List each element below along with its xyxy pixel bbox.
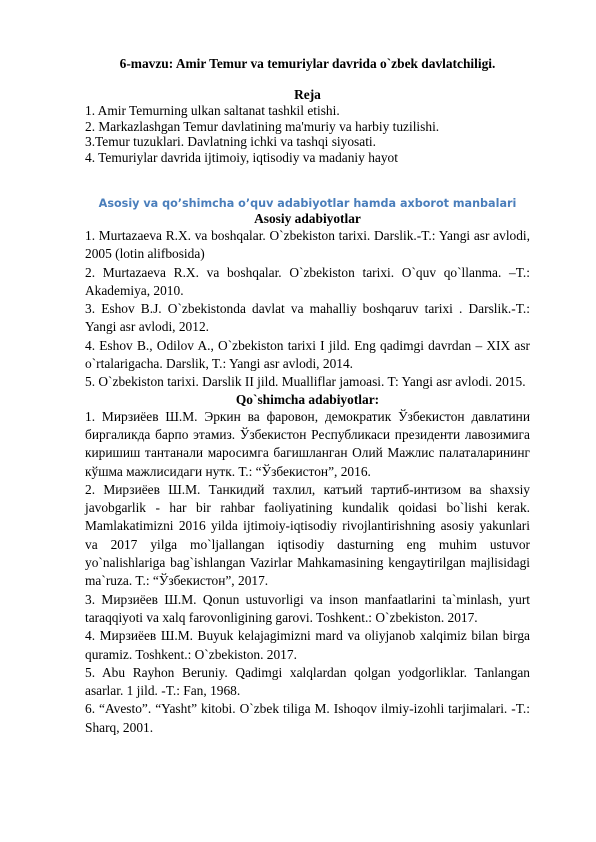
lecture-title: 6-mavzu: Amir Temur va temuriylar davrida o`zbek davlatchiligi. <box>119 56 496 71</box>
extra-literature-list <box>85 408 530 737</box>
literature-item: 5. Abu Rayhon Beruniy. Qadimgi xalqlardan qolgan yodgorliklar. Tanlangan asarlar. 1 jild. -T.: Fan, 1968. <box>85 664 530 699</box>
literature-item: 5. O`zbekiston tarixi. Darslik II jild. Mualliflar jamoasi. T: Yangi asr avlodi. 2015. <box>85 374 526 390</box>
literature-item: 1. Мирзиёев Ш.М. Эркин ва фаровон, демократик Ўзбекистон давлатини биргаликда барпо этамиз. Ўзбекистон Республикаси президенти лавозимига киришиш тантанали маросимга багишланган Олий Мажлис палаталарининг кўшма мажлисидаги нутк. Т.: “Ўзбекистон”, 2016. <box>85 408 530 479</box>
plan-item: 3.Temur tuzuklari. Davlatning ichki va tashqi siyosati. <box>85 134 376 149</box>
literature-item: 3. Мирзиёев Ш.М. Qonun ustuvorligi va inson manfaatlarini ta`minlash, yurt taraqqiyoti va xalq farovonligining garovi. Toshkent.: O`zbekiston. 2017. <box>85 591 530 625</box>
literature-item: 4. Eshov B., Odilov A., O`zbekiston tarixi I jild. Eng qadimgi davrdan – XIX asr o`rtalarigacha. Darslik, T.: Yangi asr avlodi, 2014. <box>85 337 530 372</box>
plan-item: 2. Markazlashgan Temur davlatining ma'muriy va harbiy tuzilishi. <box>85 118 440 134</box>
plan-item: 1. Amir Temurning ulkan saltanat tashkil etishi. <box>85 103 340 118</box>
document-page <box>85 55 530 737</box>
plan-heading: Reja <box>294 87 321 102</box>
literature-item: 1. Murtazaeva R.X. va boshqalar. O`zbekiston tarixi. Darslik.-T.: Yangi asr avlodi, 2005 (lotin alifbosida) <box>85 228 530 262</box>
literature-item: 4. Мирзиёев Ш.М. Buyuk kelajagimizni mard va oliyjanob xalqimiz bilan birga quramiz. Toshkent.: O`zbekiston. 2017. <box>85 628 530 662</box>
literature-item: 6. “Avesto”. “Yasht” kitobi. O`zbek tiliga M. Ishoqov ilmiy-izohli tarjimalari. -T.: Sharq, 2001. <box>85 701 530 735</box>
literature-item: 2. Murtazaeva R.X. va boshqalar. O`zbekiston tarixi. O`quv qo`llanma. –T.: Akademiya, 2010. <box>85 264 530 298</box>
plan-item: 4. Temuriylar davrida ijtimoiy, iqtisodiy va madaniy hayot <box>85 149 398 165</box>
literature-item: 3. Eshov B.J. O`zbekistonda davlat va mahalliy boshqaruv tarixi . Darslik.-T.: Yangi asr avlodi, 2012. <box>85 301 530 335</box>
literature-item: 2. Мирзиёев Ш.М. Танкидий тахлил, катъий тартиб-интизом ва shaxsiy javobgarlik - har bir rahbar faoliyatining kundalik qoidasi bo`lishi kerak. Mamlakatimizni 2016 yilda ijtimoiy-iqtisodiy rivojlantirishning asosiy yakunlari va 2017 yilga mo`ljallangan iqtisodiy dasturning eng muhim ustuvor yo`nalishlariga bag`ishlangan Vazirlar Mahkamasining kengaytirilgan majlisidagi ma`ruza. T.: “Ўзбекистон”, 2017. <box>85 481 530 589</box>
main-literature-list <box>85 227 530 392</box>
plan-list <box>85 103 530 165</box>
extra-literature-heading: Qo`shimcha adabiyotlar: <box>235 391 380 407</box>
sources-heading: Asosiy va qo’shimcha o’quv adabiyotlar hamda axborot manbalari <box>98 197 517 210</box>
main-literature-heading: Asosiy adabiyotlar <box>254 211 361 226</box>
